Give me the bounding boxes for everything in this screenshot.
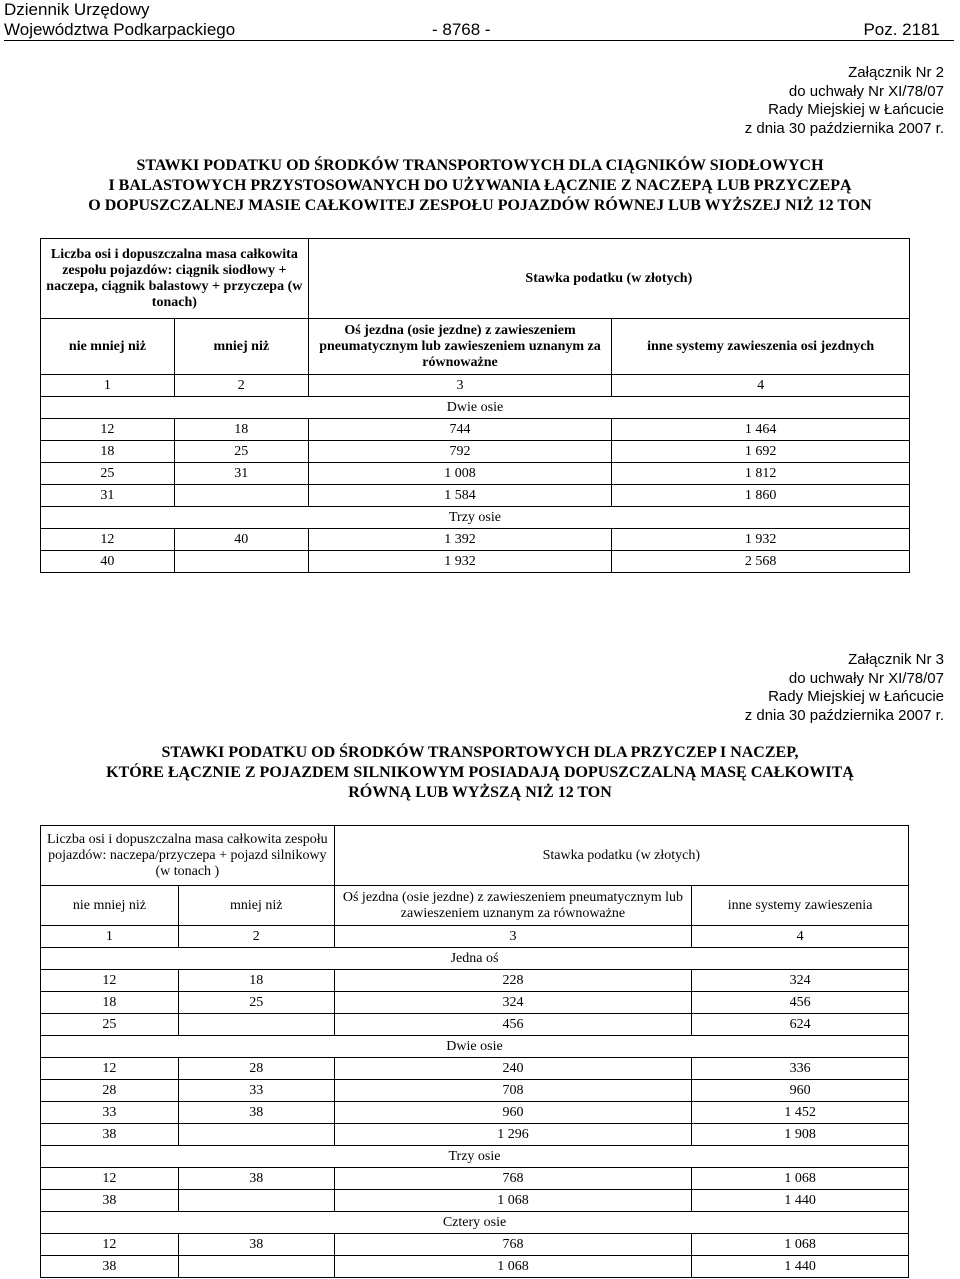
- journal-line-2: Województwa Podkarpackiego: [4, 20, 236, 39]
- cell-pneumatic-rate: 228: [334, 970, 692, 992]
- cell-min: 40: [41, 551, 175, 573]
- annex2-title-line: I BALASTOWYCH PRZYSTOSOWANYCH DO UŻYWANIA ŁĄCZNIE Z NACZEPĄ LUB PRZYCZEPĄ: [108, 177, 852, 194]
- annex2-line: z dnia 30 października 2007 r.: [744, 119, 944, 137]
- header-rate: Stawka podatku (w złotych): [334, 826, 908, 886]
- cell-min: 12: [41, 1058, 179, 1080]
- annex3-title-line: KTÓRE ŁĄCZNIE Z POJAZDEM SILNIKOWYM POSIADAJĄ DOPUSZCZALNĄ MASĘ CAŁKOWITĄ: [106, 764, 854, 781]
- cell-pneumatic-rate: 1 068: [334, 1256, 692, 1278]
- cell-min: 12: [41, 529, 175, 551]
- table-row: [41, 1190, 909, 1212]
- axle-group-label: Jedna oś: [41, 948, 909, 970]
- cell-max: 25: [174, 441, 308, 463]
- cell-min: 25: [41, 1014, 179, 1036]
- cell-other-rate: 960: [692, 1080, 909, 1102]
- table-row: [41, 1102, 909, 1124]
- cell-other-rate: 324: [692, 970, 909, 992]
- cell-max: 25: [178, 992, 334, 1014]
- table-row: [41, 1256, 909, 1278]
- cell-other-rate: 1 692: [612, 441, 910, 463]
- cell-other-rate: 336: [692, 1058, 909, 1080]
- table-row: [41, 1124, 909, 1146]
- annex2-body: [41, 375, 910, 573]
- cell-pneumatic-rate: 240: [334, 1058, 692, 1080]
- table-row: [41, 1058, 909, 1080]
- cell-pneumatic-rate: 708: [334, 1080, 692, 1102]
- table-row: [41, 529, 910, 551]
- cell-max: [174, 551, 308, 573]
- cell-pneumatic-rate: 1 584: [308, 485, 612, 507]
- annex3-title-line: STAWKI PODATKU OD ŚRODKÓW TRANSPORTOWYCH DLA PRZYCZEP I NACZEP,: [161, 744, 799, 761]
- header-rate: Stawka podatku (w złotych): [308, 239, 909, 319]
- cell-max: 28: [178, 1058, 334, 1080]
- cell-min: 38: [41, 1124, 179, 1146]
- axle-group-label: Cztery osie: [41, 1212, 909, 1234]
- annex3-title: [0, 743, 960, 803]
- table-row: [41, 463, 910, 485]
- page-number: - 8768 -: [432, 20, 491, 39]
- column-number: 3: [308, 375, 612, 397]
- cell-max: 38: [178, 1234, 334, 1256]
- cell-min: 25: [41, 463, 175, 485]
- header-other: inne systemy zawieszenia: [692, 886, 909, 926]
- cell-pneumatic-rate: 1 296: [334, 1124, 692, 1146]
- table-row: [41, 1014, 909, 1036]
- annex3-rate-table: [40, 825, 909, 1278]
- cell-pneumatic-rate: 744: [308, 419, 612, 441]
- annex3-title-line: RÓWNĄ LUB WYŻSZĄ NIŻ 12 TON: [348, 784, 612, 801]
- cell-other-rate: 1 812: [612, 463, 910, 485]
- cell-other-rate: 1 860: [612, 485, 910, 507]
- annex2-line: do uchwały Nr XI/78/07: [788, 82, 944, 100]
- cell-pneumatic-rate: 768: [334, 1168, 692, 1190]
- cell-min: 38: [41, 1190, 179, 1212]
- header-min: nie mniej niż: [41, 319, 175, 375]
- annex3-line: Załącznik Nr 3: [848, 651, 944, 668]
- table-row: [41, 485, 910, 507]
- table-row: [41, 992, 909, 1014]
- axle-group-label: Dwie osie: [41, 1036, 909, 1058]
- group-row: [41, 1146, 909, 1168]
- table-row: [41, 1168, 909, 1190]
- group-row: [41, 1036, 909, 1058]
- cell-min: 18: [41, 441, 175, 463]
- cell-other-rate: 1 932: [612, 529, 910, 551]
- journal-line-1: Dziennik Urzędowy: [4, 0, 150, 19]
- annex2-rate-table: [40, 238, 910, 573]
- annex3-reference: [745, 651, 944, 725]
- annex2-title-line: O DOPUSZCZALNEJ MASIE CAŁKOWITEJ ZESPOŁU POJAZDÓW RÓWNEJ LUB WYŻSZEJ NIŻ 12 TON: [88, 197, 872, 214]
- header-divider: [4, 40, 954, 41]
- annex3-line: Rady Miejskiej w Łańcucie: [768, 688, 944, 705]
- table-row: [41, 551, 910, 573]
- table-row: [41, 1080, 909, 1102]
- cell-pneumatic-rate: 768: [334, 1234, 692, 1256]
- table-row: [41, 441, 910, 463]
- position-number: Poz. 2181: [863, 20, 940, 39]
- cell-max: 33: [178, 1080, 334, 1102]
- journal-name: [4, 0, 235, 40]
- cell-min: 33: [41, 1102, 179, 1124]
- cell-max: 18: [178, 970, 334, 992]
- annex3-line: do uchwały Nr XI/78/07: [788, 669, 944, 687]
- group-row: [41, 397, 910, 419]
- cell-max: [178, 1256, 334, 1278]
- column-number-row: [41, 375, 910, 397]
- header-pneumatic: Oś jezdna (osie jezdne) z zawieszeniem pneumatycznym lub zawieszeniem uznanym za równoważne: [308, 319, 612, 375]
- group-row: [41, 948, 909, 970]
- cell-max: 40: [174, 529, 308, 551]
- cell-pneumatic-rate: 960: [334, 1102, 692, 1124]
- cell-other-rate: 456: [692, 992, 909, 1014]
- cell-max: [174, 485, 308, 507]
- cell-pneumatic-rate: 324: [334, 992, 692, 1014]
- column-number: 2: [174, 375, 308, 397]
- cell-pneumatic-rate: 1 008: [308, 463, 612, 485]
- table-row: [41, 1234, 909, 1256]
- cell-other-rate: 1 908: [692, 1124, 909, 1146]
- annex2-line: Załącznik Nr 2: [848, 64, 944, 81]
- group-row: [41, 507, 910, 529]
- column-number: 4: [612, 375, 910, 397]
- cell-min: 18: [41, 992, 179, 1014]
- cell-pneumatic-rate: 792: [308, 441, 612, 463]
- header-max: mniej niż: [174, 319, 308, 375]
- cell-pneumatic-rate: 1 068: [334, 1190, 692, 1212]
- axle-group-label: Trzy osie: [41, 507, 910, 529]
- cell-max: 38: [178, 1168, 334, 1190]
- cell-other-rate: 1 464: [612, 419, 910, 441]
- cell-min: 12: [41, 970, 179, 992]
- table-row: [41, 419, 910, 441]
- annex2-line: Rady Miejskiej w Łańcucie: [768, 101, 944, 118]
- cell-min: 31: [41, 485, 175, 507]
- header-mass: Liczba osi i dopuszczalna masa całkowita zespołu pojazdów: naczepa/przyczepa + pojazd silnikowy (w tonach ): [41, 826, 335, 886]
- cell-other-rate: 1 068: [692, 1168, 909, 1190]
- annex3-line: z dnia 30 października 2007 r.: [744, 706, 944, 724]
- cell-max: [178, 1124, 334, 1146]
- header-mass: Liczba osi i dopuszczalna masa całkowita zespołu pojazdów: ciągnik siodłowy + naczepa, ciągnik balastowy + przyczepa (w tonach): [41, 239, 309, 319]
- header-min: nie mniej niż: [41, 886, 179, 926]
- cell-other-rate: 1 452: [692, 1102, 909, 1124]
- annex2-reference: [745, 64, 944, 138]
- cell-other-rate: 2 568: [612, 551, 910, 573]
- cell-min: 12: [41, 419, 175, 441]
- cell-other-rate: 624: [692, 1014, 909, 1036]
- cell-min: 12: [41, 1168, 179, 1190]
- annex2-title: [0, 156, 960, 216]
- cell-max: 18: [174, 419, 308, 441]
- column-number: 1: [41, 926, 179, 948]
- cell-other-rate: 1 440: [692, 1190, 909, 1212]
- column-number: 2: [178, 926, 334, 948]
- cell-max: 38: [178, 1102, 334, 1124]
- annex3-body: [41, 926, 909, 1278]
- cell-max: [178, 1014, 334, 1036]
- axle-group-label: Trzy osie: [41, 1146, 909, 1168]
- cell-min: 12: [41, 1234, 179, 1256]
- axle-group-label: Dwie osie: [41, 397, 910, 419]
- annex2-title-line: STAWKI PODATKU OD ŚRODKÓW TRANSPORTOWYCH DLA CIĄGNIKÓW SIODŁOWYCH: [136, 157, 824, 174]
- cell-max: 31: [174, 463, 308, 485]
- group-row: [41, 1212, 909, 1234]
- cell-other-rate: 1 068: [692, 1234, 909, 1256]
- column-number: 3: [334, 926, 692, 948]
- cell-min: 38: [41, 1256, 179, 1278]
- header-max: mniej niż: [178, 886, 334, 926]
- header-pneumatic: Oś jezdna (osie jezdne) z zawieszeniem pneumatycznym lub zawieszeniem uznanym za równoważne: [334, 886, 692, 926]
- cell-pneumatic-rate: 1 392: [308, 529, 612, 551]
- header-other: inne systemy zawieszenia osi jezdnych: [612, 319, 910, 375]
- column-number: 4: [692, 926, 909, 948]
- table-row: [41, 970, 909, 992]
- cell-min: 28: [41, 1080, 179, 1102]
- column-number-row: [41, 926, 909, 948]
- cell-other-rate: 1 440: [692, 1256, 909, 1278]
- column-number: 1: [41, 375, 175, 397]
- cell-pneumatic-rate: 1 932: [308, 551, 612, 573]
- cell-max: [178, 1190, 334, 1212]
- cell-pneumatic-rate: 456: [334, 1014, 692, 1036]
